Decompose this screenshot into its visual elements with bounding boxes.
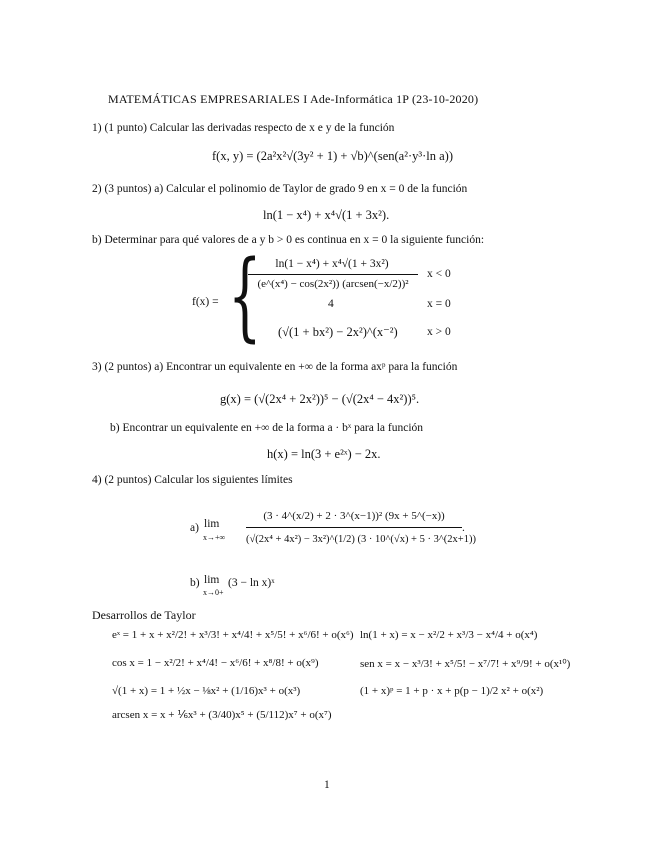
q4a-label: a) bbox=[190, 522, 199, 534]
q4a-period: . bbox=[462, 522, 465, 534]
page-number: 1 bbox=[324, 779, 330, 791]
left-brace: { bbox=[228, 240, 262, 352]
taylor-sqrt: √(1 + x) = 1 + ½x − ⅛x² + (1/16)x³ + o(x³) bbox=[112, 685, 301, 697]
case1-fraction-bar bbox=[248, 274, 418, 275]
page-title: MATEMÁTICAS EMPRESARIALES I Ade-Informática 1P (23-10-2020) bbox=[108, 92, 479, 106]
q4a-fraction-bar bbox=[246, 527, 462, 528]
case3-condition: x > 0 bbox=[427, 326, 451, 338]
q2a-formula: ln(1 − x⁴) + x⁴√(1 + 3x²). bbox=[263, 208, 390, 222]
q3a-text: 3) (2 puntos) a) Encontrar un equivalente en +∞ de la forma axᵖ para la función bbox=[92, 361, 458, 373]
case3-value: (√(1 + bx²) − 2x²)^(x⁻²) bbox=[278, 325, 398, 339]
case1-denominator: (e^(x⁴) − cos(2x²)) (arcsen(−x/2))² bbox=[257, 278, 409, 290]
q3b-text: b) Encontrar un equivalente en +∞ de la forma a · bˣ para la función bbox=[110, 422, 424, 434]
taylor-ln: ln(1 + x) = x − x²/2 + x³/3 − x⁴/4 + o(x⁴) bbox=[360, 629, 538, 641]
q4b-expression: (3 − ln x)ˣ bbox=[228, 577, 275, 589]
case1-numerator: ln(1 − x⁴) + x⁴√(1 + 3x²) bbox=[275, 258, 389, 270]
q3b-formula: h(x) = ln(3 + e²ˣ) − 2x. bbox=[267, 447, 381, 461]
q4a-lim: lim bbox=[204, 518, 220, 530]
case1-condition: x < 0 bbox=[427, 268, 451, 280]
q4b-lim: lim bbox=[204, 574, 220, 586]
q4-text: 4) (2 puntos) Calcular los siguientes límites bbox=[92, 474, 293, 486]
taylor-pow: (1 + x)ᵖ = 1 + p · x + p(p − 1)/2 x² + o(x²) bbox=[360, 685, 544, 697]
taylor-arcsen: arcsen x = x + ⅙x³ + (3/40)x⁵ + (5/112)x⁷ + o(x⁷) bbox=[112, 709, 332, 721]
q4a-denominator: (√(2x⁴ + 4x²) − 3x²)^(1/2) (3 · 10^(√x) + 5 · 3^(2x+1)) bbox=[246, 534, 476, 545]
taylor-exp: eˣ = 1 + x + x²/2! + x³/3! + x⁴/4! + x⁵/5! + x⁶/6! + o(x⁶) bbox=[112, 629, 354, 641]
q2b-text: b) Determinar para qué valores de a y b > 0 es continua en x = 0 la siguiente función: bbox=[92, 234, 485, 246]
q4a-lim-sub: x→+∞ bbox=[203, 533, 226, 542]
piecewise-label: f(x) = bbox=[192, 296, 219, 308]
taylor-sen: sen x = x − x³/3! + x⁵/5! − x⁷/7! + x⁹/9! + o(x¹⁰) bbox=[360, 658, 571, 670]
case2-condition: x = 0 bbox=[427, 298, 451, 310]
q1-text: 1) (1 punto) Calcular las derivadas respecto de x e y de la función bbox=[92, 122, 395, 134]
taylor-cos: cos x = 1 − x²/2! + x⁴/4! − x⁶/6! + x⁸/8! + o(x⁹) bbox=[112, 657, 319, 669]
q1-formula: f(x, y) = (2a²x²√(3y² + 1) + √b)^(sen(a²·y³·ln a)) bbox=[212, 149, 453, 163]
taylor-heading: Desarrollos de Taylor bbox=[92, 608, 196, 622]
q4b-lim-sub: x→0+ bbox=[203, 588, 224, 597]
q2a-text: 2) (3 puntos) a) Calcular el polinomio de Taylor de grado 9 en x = 0 de la función bbox=[92, 183, 468, 195]
q4b-label: b) bbox=[190, 577, 200, 589]
q4a-numerator: (3 · 4^(x/2) + 2 · 3^(x−1))² (9x + 5^(−x)) bbox=[263, 510, 445, 522]
case2-value: 4 bbox=[328, 298, 334, 310]
q3a-formula: g(x) = (√(2x⁴ + 2x²))⁵ − (√(2x⁴ − 4x²))⁵. bbox=[220, 392, 420, 406]
